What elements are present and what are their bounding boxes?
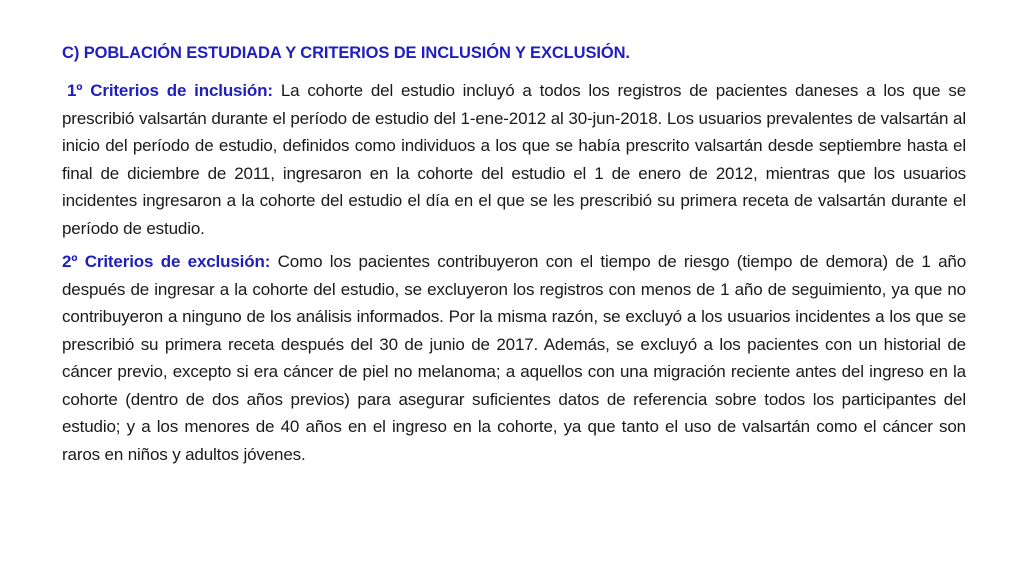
exclusion-criteria-text: Como los pacientes contribuyeron con el tiempo de riesgo (tiempo de demora) de 1 año después de ingresar a la cohorte del estudio, se excluyeron los registros con menos de 1 año de seguimiento, ya que no contribuyeron a ninguno de los análisis informados. Por la misma razón, se excluyó a los usuarios incidentes a los que se prescribió su primera receta después del 30 de junio de 2017. Además, se excluyó a los pacientes con un historial de cáncer previo, excepto si era cáncer de piel no melanoma; a aquellos con una migración reciente antes del ingreso en la cohorte (dentro de dos años previos) para asegurar suficientes datos de referencia sobre todos los participantes del estudio; y a los menores de 40 años en el ingreso en la cohorte, ya que tanto el uso de valsartán como el cáncer son raros en niños y adultos jóvenes. (62, 252, 967, 464)
inclusion-criteria-label: 1º Criterios de inclusión: (67, 81, 273, 100)
slide-content (62, 41, 966, 468)
exclusion-criteria-label: 2º Criterios de exclusión: (62, 252, 271, 271)
exclusion-criteria-paragraph (62, 248, 966, 468)
section-heading: C) POBLACIÓN ESTUDIADA Y CRITERIOS DE INCLUSIÓN Y EXCLUSIÓN. (62, 44, 630, 62)
inclusion-criteria-text: La cohorte del estudio incluyó a todos los registros de pacientes daneses a los que se prescribió valsartán durante el período de estudio del 1-ene-2012 al 30-jun-2018. Los usuarios prevalentes de valsartán al inicio del período de estudio, definidos como individuos a los que se había prescrito valsartán desde septiembre hasta el final de diciembre de 2011, ingresaron en la cohorte del estudio el 1 de enero de 2012, mientras que los usuarios incidentes ingresaron a la cohorte del estudio el día en el que se les prescribió su primera receta de valsartán durante el período de estudio. (62, 81, 967, 238)
inclusion-criteria-paragraph (62, 77, 966, 242)
